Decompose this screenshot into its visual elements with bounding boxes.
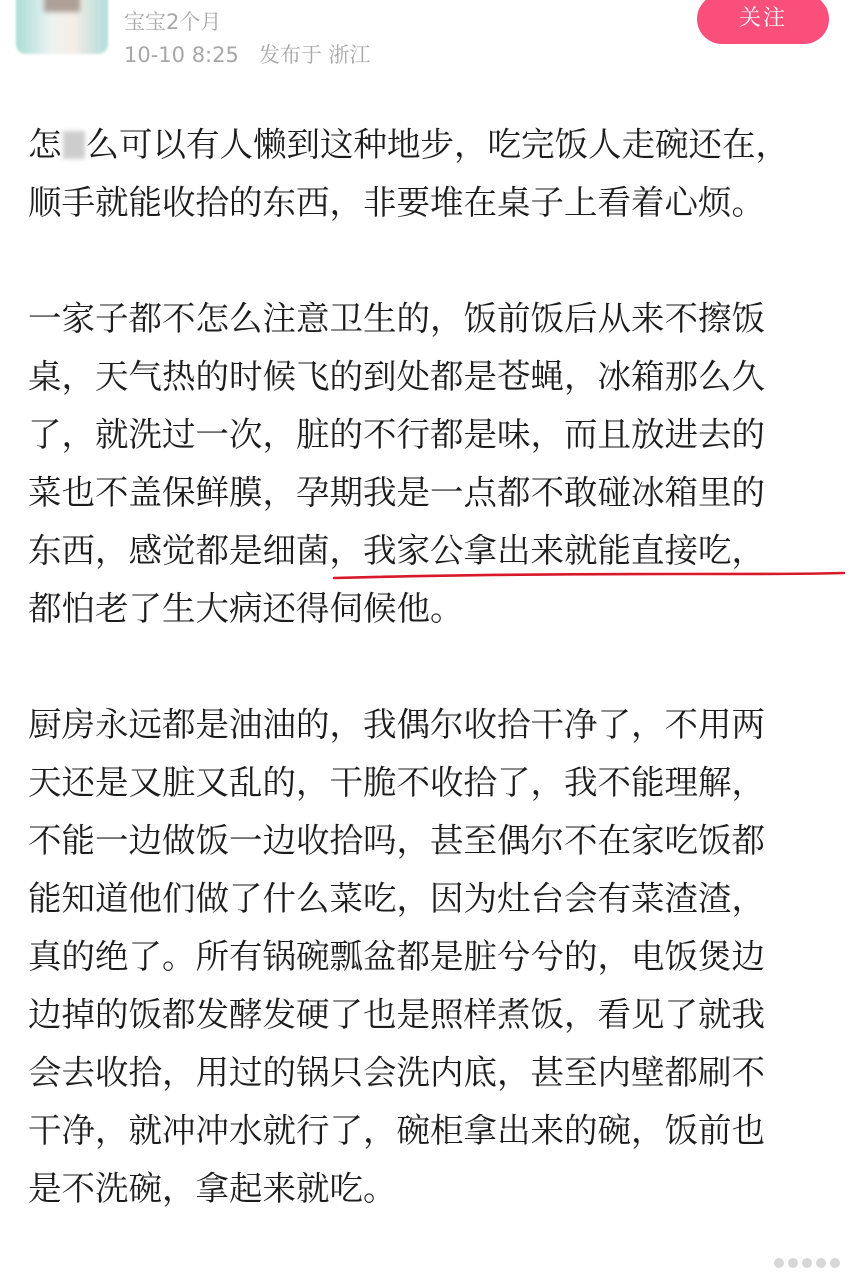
post-meta xyxy=(124,41,371,69)
post-header xyxy=(0,0,856,80)
avatar-image xyxy=(44,0,80,12)
text-line: 了，就洗过一次，脏的不行都是味，而且放进去的 xyxy=(28,415,765,454)
watermark-dot xyxy=(788,1258,798,1268)
text-line: 顺手就能收拾的东西，非要堆在桌子上看着心烦。 xyxy=(28,183,765,222)
text-line: 一家子都不怎么注意卫生的，饭前饭后从来不擦饭 xyxy=(28,299,765,338)
text-line xyxy=(28,116,828,174)
post-body xyxy=(28,116,828,1218)
text-line: 菜也不盖保鲜膜，孕期我是一点都不敢碰冰箱里的 xyxy=(28,473,765,512)
text-line: 能知道他们做了什么菜吃，因为灶台会有菜渣渣， xyxy=(28,879,765,918)
text-line: 会去收拾，用过的锅只会洗内底，甚至内壁都刷不 xyxy=(28,1053,765,1092)
watermark-dot xyxy=(774,1258,784,1268)
watermark-dot xyxy=(816,1258,826,1268)
text-segment: 么可以有人懒到这种地步，吃完饭人走碗还在， xyxy=(85,125,789,164)
paragraph-1 xyxy=(28,116,828,232)
text-line: 东西，感觉都是细菌，我家公拿出来就能直接吃， xyxy=(28,531,765,570)
username[interactable]: 宝宝2个月 xyxy=(124,10,222,34)
text-line: 厨房永远都是油油的，我偶尔收拾干净了，不用两 xyxy=(28,705,765,744)
red-underline-annotation xyxy=(332,566,846,586)
avatar[interactable] xyxy=(16,0,108,54)
watermark-dot xyxy=(802,1258,812,1268)
text-line: 天还是又脏又乱的，干脆不收拾了，我不能理解， xyxy=(28,763,765,802)
post-datetime: 10-10 8:25 xyxy=(124,43,239,67)
redaction-mark xyxy=(63,131,85,159)
watermark xyxy=(774,1258,840,1268)
text-line: 不能一边做饭一边收拾吗，甚至偶尔不在家吃饭都 xyxy=(28,821,765,860)
text-segment: 怎 xyxy=(28,125,62,164)
text-line: 真的绝了。所有锅碗瓢盆都是脏兮兮的，电饭煲边 xyxy=(28,937,765,976)
text-line: 是不洗碗，拿起来就吃。 xyxy=(28,1169,397,1208)
follow-button[interactable]: 关注 xyxy=(697,0,829,44)
watermark-dot xyxy=(830,1258,840,1268)
paragraph-gap xyxy=(28,638,828,696)
underline-stroke xyxy=(334,573,844,578)
text-line: 桌，天气热的时候飞的到处都是苍蝇，冰箱那么久 xyxy=(28,357,765,396)
paragraph-3 xyxy=(28,696,828,1218)
paragraph-gap xyxy=(28,232,828,290)
publish-location: 发布于 浙江 xyxy=(258,43,371,67)
text-line: 都怕老了生大病还得伺候他。 xyxy=(28,589,464,628)
text-line: 边掉的饭都发酵发硬了也是照样煮饭，看见了就我 xyxy=(28,995,765,1034)
text-line: 干净，就冲冲水就行了，碗柜拿出来的碗，饭前也 xyxy=(28,1111,765,1150)
